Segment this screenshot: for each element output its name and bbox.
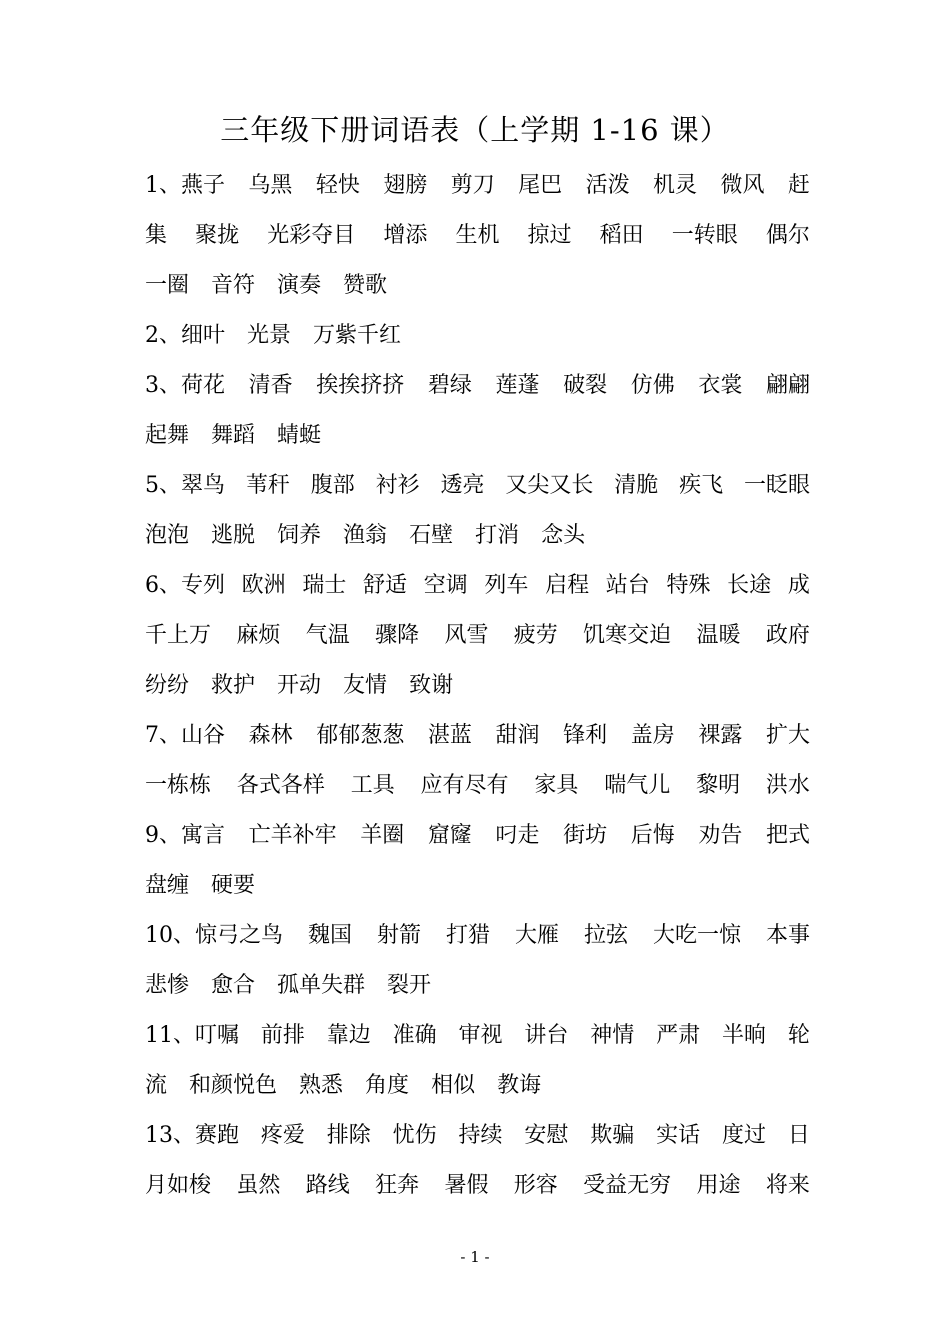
vocabulary-word: 翩翩	[765, 373, 810, 398]
vocabulary-word: 轮	[787, 1023, 810, 1048]
vocabulary-word: 锋利	[563, 723, 608, 748]
vocabulary-word: 把式	[765, 823, 810, 848]
text-line	[145, 666, 810, 716]
vocabulary-word: 政府	[765, 623, 810, 648]
vocabulary-word: 活泼	[585, 173, 630, 198]
vocabulary-word: 赞歌	[343, 273, 388, 298]
vocabulary-word: 挨挨挤挤	[316, 373, 405, 398]
text-line	[145, 616, 810, 666]
vocabulary-word: 透亮	[440, 473, 485, 498]
page-number: - 1 -	[460, 1248, 490, 1266]
vocabulary-word: 赶	[787, 173, 810, 198]
vocabulary-word: 一眨眼	[743, 473, 810, 498]
vocabulary-word: 乌黑	[248, 173, 293, 198]
vocabulary-word: 莲蓬	[495, 373, 540, 398]
vocabulary-word: 角度	[365, 1073, 410, 1098]
vocabulary-word: 演奏	[277, 273, 322, 298]
vocabulary-word: 石壁	[409, 523, 454, 548]
vocabulary-word: 清香	[248, 373, 293, 398]
vocabulary-word: 欧洲	[241, 573, 286, 598]
text-line	[145, 716, 810, 766]
vocabulary-word: 友情	[343, 673, 388, 698]
vocabulary-word: 音符	[211, 273, 256, 298]
vocabulary-word: 光景	[247, 323, 292, 348]
vocabulary-word: 湛蓝	[427, 723, 472, 748]
vocabulary-word: 13、赛跑	[145, 1123, 239, 1148]
text-line	[145, 916, 810, 966]
text-line	[145, 966, 810, 1016]
vocabulary-word: 逃脱	[211, 523, 256, 548]
vocabulary-word: 衣裳	[698, 373, 743, 398]
vocabulary-word: 掠过	[527, 223, 572, 248]
vocabulary-word: 饲养	[277, 523, 322, 548]
vocabulary-word: 悲惨	[145, 973, 190, 998]
vocabulary-word: 劝告	[698, 823, 743, 848]
vocabulary-word: 狂奔	[375, 1173, 420, 1198]
vocabulary-word: 打消	[475, 523, 520, 548]
vocabulary-word: 渔翁	[343, 523, 388, 548]
vocabulary-word: 受益无穷	[583, 1173, 672, 1198]
vocabulary-word: 裸露	[698, 723, 743, 748]
vocabulary-word: 郁郁葱葱	[316, 723, 405, 748]
page-title: 三年级下册词语表（上学期 1-16 课）	[220, 113, 730, 147]
text-line	[145, 166, 810, 216]
vocabulary-word: 甜润	[495, 723, 540, 748]
vocabulary-word: 饥寒交迫	[583, 623, 672, 648]
vocabulary-word: 射箭	[376, 923, 421, 948]
vocabulary-word: 轻快	[315, 173, 360, 198]
vocabulary-word: 7、山谷	[145, 723, 225, 748]
vocabulary-word: 微风	[720, 173, 765, 198]
vocabulary-word: 衬衫	[375, 473, 420, 498]
vocabulary-word: 本事	[765, 923, 810, 948]
text-line	[145, 566, 810, 616]
vocabulary-word: 苇秆	[245, 473, 290, 498]
vocabulary-word: 各式各样	[236, 773, 325, 798]
vocabulary-word: 启程	[545, 573, 590, 598]
vocabulary-word: 羊圈	[360, 823, 405, 848]
vocabulary-word: 气温	[305, 623, 350, 648]
vocabulary-word: 空调	[423, 573, 468, 598]
vocabulary-word: 列车	[484, 573, 529, 598]
vocabulary-word: 致谢	[409, 673, 454, 698]
vocabulary-word: 街坊	[563, 823, 608, 848]
vocabulary-word: 工具	[350, 773, 395, 798]
vocabulary-word: 生机	[455, 223, 500, 248]
text-line	[145, 816, 810, 866]
vocabulary-word: 亡羊补牢	[248, 823, 337, 848]
vocabulary-word: 纷纷	[145, 673, 190, 698]
vocabulary-word: 流	[145, 1073, 168, 1098]
text-line	[145, 766, 810, 816]
vocabulary-word: 魏国	[307, 923, 352, 948]
vocabulary-word: 裂开	[387, 973, 432, 998]
vocabulary-word: 疾飞	[679, 473, 724, 498]
text-line	[145, 1016, 810, 1066]
text-line	[145, 1066, 810, 1116]
vocabulary-word: 仿佛	[630, 373, 675, 398]
vocabulary-word: 审视	[458, 1023, 503, 1048]
vocabulary-word: 风雪	[444, 623, 489, 648]
vocabulary-word: 麻烦	[236, 623, 281, 648]
vocabulary-word: 准确	[392, 1023, 437, 1048]
vocabulary-word: 靠边	[326, 1023, 371, 1048]
vocabulary-word: 3、荷花	[145, 373, 225, 398]
vocabulary-word: 碧绿	[427, 373, 472, 398]
vocabulary-word: 持续	[458, 1123, 503, 1148]
vocabulary-word: 孤单失群	[277, 973, 366, 998]
vocabulary-word: 5、翠鸟	[145, 473, 225, 498]
vocabulary-word: 一圈	[145, 273, 190, 298]
vocabulary-word: 形容	[513, 1173, 558, 1198]
text-line	[145, 1166, 810, 1216]
vocabulary-word: 大雁	[514, 923, 559, 948]
vocabulary-word: 排除	[326, 1123, 371, 1148]
text-line	[145, 516, 810, 566]
vocabulary-word: 严肃	[656, 1023, 701, 1048]
vocabulary-word: 打猎	[445, 923, 490, 948]
vocabulary-word: 应有尽有	[420, 773, 509, 798]
vocabulary-word: 愈合	[211, 973, 256, 998]
vocabulary-word: 舒适	[363, 573, 408, 598]
vocabulary-word: 特殊	[666, 573, 711, 598]
vocabulary-word: 骤降	[375, 623, 420, 648]
vocabulary-word: 大吃一惊	[652, 923, 741, 948]
text-line	[145, 466, 810, 516]
vocabulary-word: 硬要	[211, 873, 256, 898]
vocabulary-word: 盖房	[630, 723, 675, 748]
vocabulary-word: 6、专列	[145, 573, 225, 598]
vocabulary-word: 2、细叶	[145, 323, 225, 348]
vocabulary-word: 将来	[765, 1173, 810, 1198]
vocabulary-word: 洪水	[765, 773, 810, 798]
vocabulary-word: 叼走	[495, 823, 540, 848]
vocabulary-word: 蜻蜓	[277, 423, 322, 448]
vocabulary-word: 开动	[277, 673, 322, 698]
vocabulary-word: 清脆	[614, 473, 659, 498]
vocabulary-word: 翅膀	[383, 173, 428, 198]
vocabulary-word: 前排	[260, 1023, 305, 1048]
vocabulary-word: 忧伤	[392, 1123, 437, 1148]
vocabulary-word: 日	[787, 1123, 810, 1148]
vocabulary-word: 9、寓言	[145, 823, 225, 848]
vocabulary-word: 窟窿	[427, 823, 472, 848]
vocabulary-word: 千上万	[145, 623, 212, 648]
vocabulary-word: 半晌	[721, 1023, 766, 1048]
vocabulary-word: 长途	[727, 573, 772, 598]
vocabulary-word: 喘气儿	[604, 773, 671, 798]
vocabulary-word: 念头	[541, 523, 586, 548]
text-line	[145, 316, 810, 366]
vocabulary-list	[145, 166, 810, 1216]
vocabulary-word: 破裂	[563, 373, 608, 398]
vocabulary-word: 聚拢	[195, 223, 240, 248]
vocabulary-word: 安慰	[524, 1123, 569, 1148]
vocabulary-word: 温暖	[696, 623, 741, 648]
vocabulary-word: 剪刀	[450, 173, 495, 198]
vocabulary-word: 森林	[248, 723, 293, 748]
vocabulary-word: 起舞	[145, 423, 190, 448]
vocabulary-word: 盘缠	[145, 873, 190, 898]
vocabulary-word: 增添	[383, 223, 428, 248]
vocabulary-word: 腹部	[310, 473, 355, 498]
text-line	[145, 266, 810, 316]
vocabulary-word: 一栋栋	[145, 773, 212, 798]
vocabulary-word: 神情	[590, 1023, 635, 1048]
vocabulary-word: 一转眼	[671, 223, 738, 248]
vocabulary-word: 机灵	[653, 173, 698, 198]
vocabulary-word: 用途	[696, 1173, 741, 1198]
vocabulary-word: 疼爱	[260, 1123, 305, 1148]
vocabulary-word: 尾巴	[518, 173, 563, 198]
vocabulary-word: 万紫千红	[313, 323, 402, 348]
vocabulary-word: 路线	[305, 1173, 350, 1198]
vocabulary-word: 救护	[211, 673, 256, 698]
vocabulary-word: 和颜悦色	[189, 1073, 278, 1098]
vocabulary-word: 后悔	[630, 823, 675, 848]
text-line	[145, 866, 810, 916]
vocabulary-word: 偶尔	[765, 223, 810, 248]
vocabulary-word: 10、惊弓之鸟	[145, 923, 283, 948]
vocabulary-word: 疲劳	[513, 623, 558, 648]
vocabulary-word: 成	[787, 573, 810, 598]
vocabulary-word: 实话	[656, 1123, 701, 1148]
vocabulary-word: 家具	[534, 773, 579, 798]
text-line	[145, 416, 810, 466]
vocabulary-word: 光彩夺目	[267, 223, 356, 248]
vocabulary-word: 拉弦	[583, 923, 628, 948]
vocabulary-word: 熟悉	[299, 1073, 344, 1098]
vocabulary-word: 稻田	[599, 223, 644, 248]
text-line	[145, 366, 810, 416]
vocabulary-word: 11、叮嘱	[145, 1023, 239, 1048]
vocabulary-word: 度过	[721, 1123, 766, 1148]
vocabulary-word: 黎明	[696, 773, 741, 798]
vocabulary-word: 扩大	[765, 723, 810, 748]
vocabulary-word: 虽然	[236, 1173, 281, 1198]
vocabulary-word: 欺骗	[590, 1123, 635, 1148]
vocabulary-word: 月如梭	[145, 1173, 212, 1198]
vocabulary-word: 又尖又长	[505, 473, 594, 498]
text-line	[145, 1116, 810, 1166]
vocabulary-word: 站台	[605, 573, 650, 598]
vocabulary-word: 泡泡	[145, 523, 190, 548]
vocabulary-word: 1、燕子	[145, 173, 225, 198]
text-line	[145, 216, 810, 266]
vocabulary-word: 教诲	[497, 1073, 542, 1098]
vocabulary-word: 瑞士	[302, 573, 347, 598]
vocabulary-word: 舞蹈	[211, 423, 256, 448]
vocabulary-word: 相似	[431, 1073, 476, 1098]
vocabulary-word: 讲台	[524, 1023, 569, 1048]
vocabulary-word: 集	[145, 223, 168, 248]
vocabulary-word: 暑假	[444, 1173, 489, 1198]
